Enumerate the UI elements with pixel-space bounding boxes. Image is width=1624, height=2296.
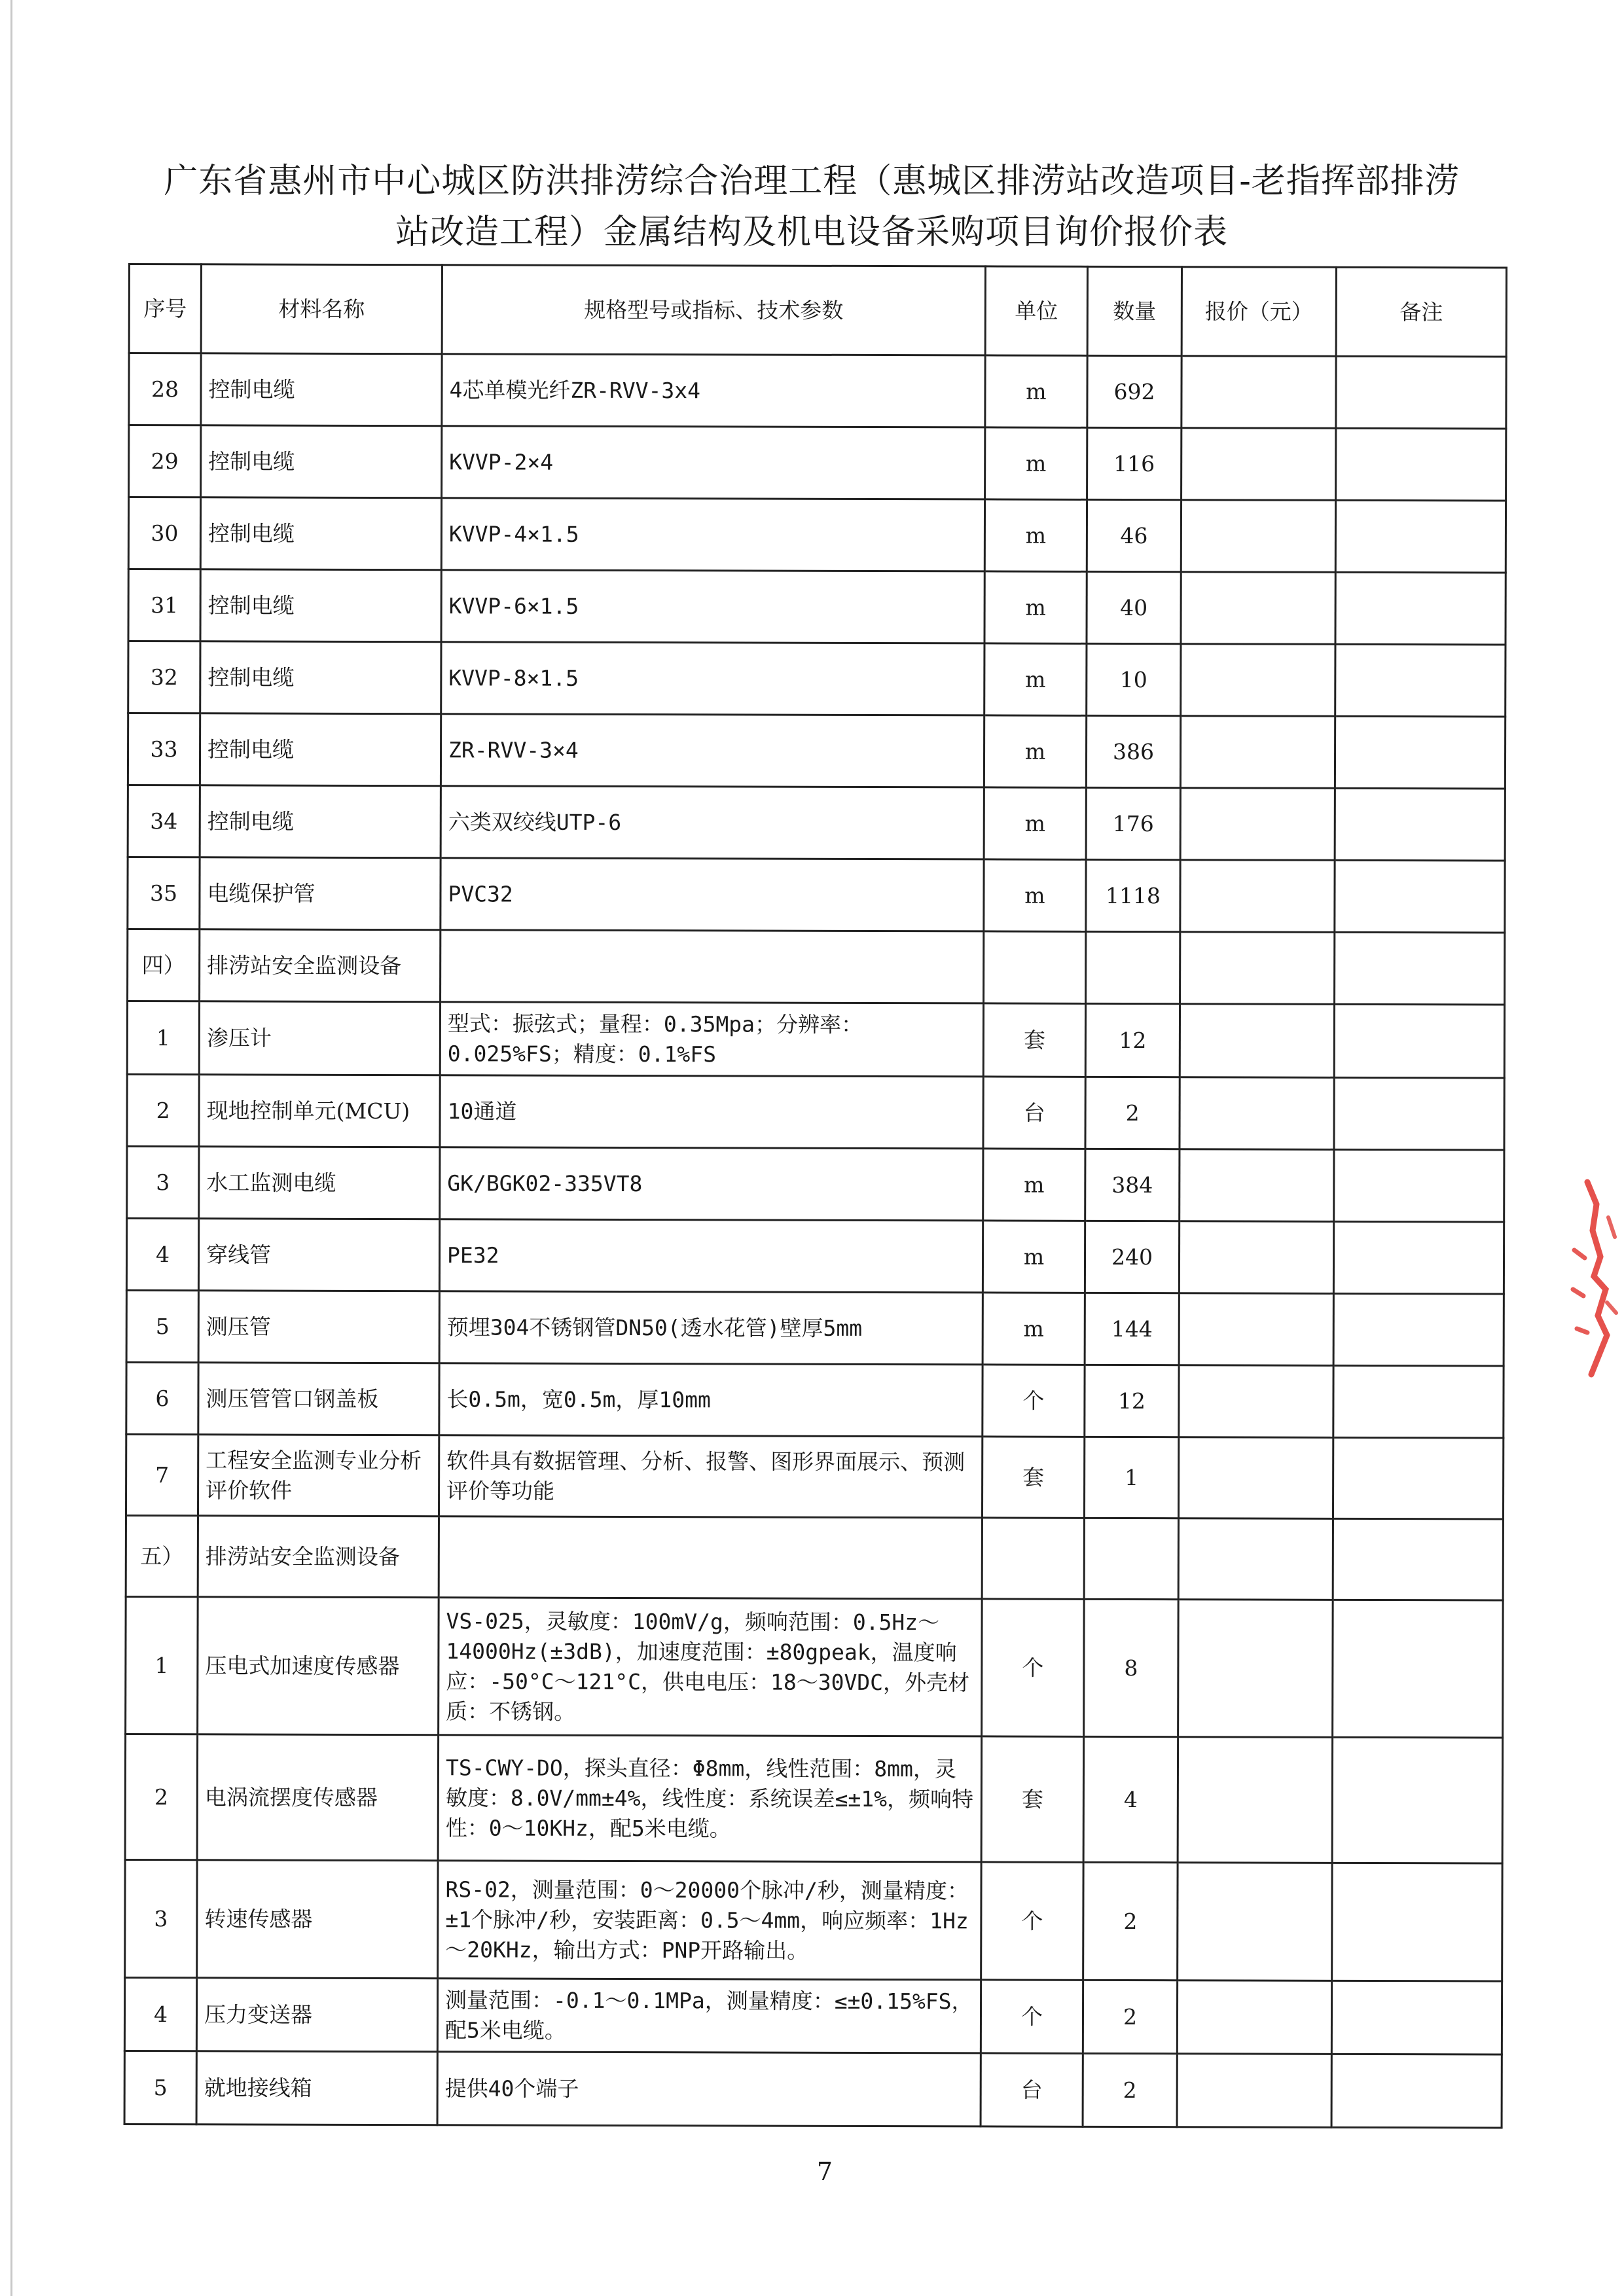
row-no: 7	[126, 1434, 198, 1515]
row-unit: 套	[982, 1437, 1084, 1518]
row-note	[1334, 1077, 1504, 1150]
row-qty	[1084, 1518, 1178, 1599]
row-note	[1331, 1981, 1502, 2054]
row-price	[1178, 1737, 1333, 1863]
row-price	[1180, 860, 1335, 933]
row-qty: 386	[1086, 715, 1180, 787]
row-unit	[984, 931, 1086, 1003]
table-row	[128, 497, 1506, 573]
table-row	[128, 929, 1505, 1005]
row-name: 现地控制单元(MCU)	[199, 1075, 440, 1147]
table-row	[127, 1146, 1504, 1222]
row-qty: 46	[1087, 499, 1181, 571]
row-no: 34	[128, 785, 200, 857]
row-note	[1335, 860, 1505, 933]
row-price	[1178, 1518, 1333, 1600]
row-note	[1333, 1437, 1503, 1519]
row-name: 测压管管口钢盖板	[198, 1363, 439, 1435]
row-price	[1179, 1221, 1333, 1294]
row-price	[1178, 1600, 1333, 1738]
header-spec: 规格型号或指标、技术参数	[442, 265, 985, 355]
row-spec: ZR-RVV-3×4	[441, 714, 984, 787]
row-price	[1182, 356, 1336, 429]
row-qty: 12	[1085, 1365, 1179, 1437]
row-note	[1335, 500, 1506, 573]
row-note	[1335, 716, 1505, 789]
table-row	[126, 1434, 1503, 1519]
row-spec: 测量范围：-0.1～0.1MPa，测量精度：≤±0.15%FS，配5米电缆。	[437, 1979, 981, 2053]
row-qty: 1118	[1086, 859, 1180, 931]
row-price	[1179, 1293, 1333, 1366]
header-qty: 数量	[1087, 266, 1182, 355]
row-no: 4	[124, 1977, 196, 2051]
row-no: 5	[126, 1290, 198, 1362]
row-unit: 套	[981, 1736, 1084, 1862]
row-spec: 4芯单模光纤ZR-RVV-3x4	[442, 354, 985, 427]
row-qty: 2	[1085, 1077, 1180, 1149]
row-qty: 2	[1083, 2053, 1177, 2126]
row-note	[1335, 572, 1506, 645]
row-name: 转速传感器	[197, 1860, 438, 1979]
row-price	[1180, 932, 1335, 1005]
row-unit: 个	[982, 1599, 1085, 1736]
table-row	[128, 569, 1506, 645]
table-row	[124, 1977, 1502, 2054]
row-qty: 10	[1087, 643, 1181, 715]
page-number: 7	[816, 2157, 833, 2186]
table-row	[125, 1734, 1502, 1863]
row-name: 排涝站安全监测设备	[198, 1516, 439, 1598]
header-name: 材料名称	[201, 264, 442, 354]
row-spec: PE32	[439, 1219, 983, 1293]
row-qty: 8	[1084, 1599, 1179, 1736]
row-spec: 长0.5m，宽0.5m，厚10mm	[439, 1363, 983, 1437]
document-title	[98, 156, 1525, 258]
row-spec: VS-025，灵敏度：100mV/g，频响范围：0.5Hz～14000Hz(±3dB)，加速度范围：±80gpeak，温度响应：-50°C～121°C，供电电压：18～30VDC，外壳材质：不锈钢。	[439, 1598, 983, 1736]
row-unit: 个	[981, 1862, 1083, 1980]
row-note	[1335, 644, 1506, 717]
row-name: 控制电缆	[200, 785, 441, 858]
table-row	[126, 1596, 1504, 1738]
row-no: 3	[125, 1859, 197, 1977]
row-name: 电涡流摆度传感器	[197, 1734, 439, 1861]
row-spec: RS-02，测量范围：0～20000个脉冲/秒，测量精度：±1个脉冲/秒，安装距离：0.5～4mm，响应频率：1Hz～20KHz，输出方式：PNP开路输出。	[438, 1861, 981, 1980]
row-qty: 40	[1087, 571, 1181, 643]
row-name: 控制电缆	[200, 641, 441, 714]
row-name: 水工监测电缆	[199, 1147, 440, 1219]
row-qty: 4	[1083, 1736, 1178, 1862]
row-unit: m	[984, 787, 1086, 859]
row-price	[1181, 572, 1335, 645]
row-spec: 软件具有数据管理、分析、报警、图形界面展示、预测评价等功能	[439, 1435, 982, 1518]
row-no: 五）	[126, 1515, 198, 1596]
row-name: 压力变送器	[196, 1978, 437, 2052]
table-row	[129, 425, 1506, 501]
row-name: 控制电缆	[201, 353, 442, 426]
row-name: 渗压计	[199, 1001, 440, 1075]
row-unit: m	[984, 571, 1087, 643]
row-price	[1181, 500, 1335, 573]
row-no: 6	[126, 1362, 198, 1434]
header-no: 序号	[129, 264, 201, 353]
row-price	[1178, 1863, 1332, 1981]
quotation-table	[124, 263, 1507, 2129]
row-price	[1177, 2054, 1331, 2128]
row-no: 31	[128, 569, 200, 641]
row-name: 就地接线箱	[196, 2051, 437, 2125]
row-price	[1177, 1981, 1331, 2054]
table-row	[127, 1074, 1504, 1150]
row-note	[1335, 932, 1505, 1005]
table-row	[128, 785, 1505, 861]
title-line-2: 站改造工程）金属结构及机电设备采购项目询价报价表	[395, 213, 1228, 252]
row-spec: KVVP-4×1.5	[441, 498, 984, 571]
row-price	[1178, 1437, 1333, 1519]
row-unit	[982, 1518, 1084, 1599]
row-note	[1332, 1863, 1502, 1981]
table-row	[126, 1515, 1503, 1600]
row-price	[1180, 1004, 1334, 1078]
header-unit: 单位	[985, 266, 1087, 355]
row-no: 29	[129, 425, 201, 497]
row-no: 4	[126, 1218, 198, 1290]
row-no: 1	[127, 1001, 199, 1075]
row-no: 2	[125, 1734, 198, 1859]
row-price	[1180, 716, 1335, 789]
row-price	[1179, 1365, 1333, 1438]
row-spec	[441, 930, 984, 1003]
row-note	[1334, 1149, 1504, 1222]
row-spec: 10通道	[440, 1075, 983, 1149]
row-unit: m	[985, 355, 1087, 427]
row-no: 3	[127, 1146, 199, 1218]
title-line-1: 广东省惠州市中心城区防洪排涝综合治理工程（惠城区排涝站改造项目-老指挥部排涝	[164, 162, 1460, 201]
row-no: 32	[128, 641, 200, 713]
row-unit: 台	[981, 2053, 1083, 2126]
row-unit: m	[983, 1149, 1085, 1221]
row-price	[1180, 788, 1335, 861]
row-spec: 型式：振弦式；量程：0.35Mpa；分辨率：0.025%FS；精度：0.1%FS	[440, 1002, 983, 1077]
row-name: 控制电缆	[200, 497, 441, 570]
row-spec: 预埋304不锈钢管DN50(透水花管)壁厚5mm	[439, 1291, 983, 1365]
row-spec: KVVP-6×1.5	[441, 570, 984, 643]
row-note	[1336, 356, 1506, 429]
table-row	[124, 2051, 1502, 2128]
table-row	[127, 1001, 1504, 1079]
table-row	[125, 1859, 1502, 1981]
row-spec: PVC32	[441, 858, 984, 931]
row-qty: 1	[1084, 1437, 1178, 1518]
row-note	[1333, 1518, 1503, 1600]
row-unit: 套	[983, 1003, 1085, 1077]
row-price	[1180, 1077, 1334, 1150]
table-row	[128, 713, 1505, 789]
row-name: 测压管	[198, 1291, 439, 1363]
row-spec: 提供40个端子	[437, 2052, 981, 2126]
row-unit: m	[984, 715, 1086, 787]
row-unit: m	[983, 1293, 1085, 1365]
row-note	[1331, 2054, 1502, 2128]
row-no: 1	[126, 1596, 198, 1734]
row-spec: KVVP-8×1.5	[441, 642, 984, 715]
row-name: 控制电缆	[200, 569, 441, 642]
row-no: 35	[128, 857, 200, 929]
row-name: 控制电缆	[201, 425, 442, 498]
row-note	[1333, 1600, 1504, 1738]
header-note: 备注	[1336, 267, 1506, 357]
row-spec	[439, 1516, 982, 1599]
row-note	[1336, 428, 1506, 501]
row-spec: GK/BGK02-335VT8	[440, 1147, 983, 1221]
table-row	[129, 353, 1506, 429]
row-qty: 692	[1087, 355, 1182, 427]
table-row	[128, 857, 1505, 933]
header-price: 报价（元）	[1182, 267, 1336, 357]
row-unit: m	[984, 499, 1087, 571]
scan-edge-line	[10, 0, 12, 2296]
table-row	[126, 1290, 1504, 1366]
row-note	[1334, 1004, 1504, 1078]
row-name: 电缆保护管	[200, 857, 441, 930]
table-body	[124, 353, 1506, 2128]
row-qty: 144	[1085, 1293, 1179, 1365]
table-row	[126, 1362, 1504, 1438]
row-spec: 六类双绞线UTP-6	[441, 786, 984, 859]
row-price	[1182, 428, 1336, 501]
row-note	[1335, 788, 1505, 861]
row-name: 排涝站安全监测设备	[200, 929, 441, 1002]
row-note	[1333, 1365, 1504, 1438]
table-row	[126, 1218, 1504, 1294]
row-qty: 240	[1085, 1221, 1179, 1293]
row-unit: 个	[981, 1980, 1083, 2053]
row-note	[1333, 1221, 1504, 1294]
row-unit: m	[984, 643, 1087, 715]
row-unit: m	[985, 427, 1087, 499]
header-row	[129, 264, 1506, 357]
row-unit: 个	[983, 1365, 1085, 1437]
row-note	[1333, 1293, 1504, 1366]
row-no: 5	[124, 2051, 196, 2124]
row-unit: 台	[983, 1077, 1085, 1149]
row-no: 四）	[128, 929, 200, 1001]
row-name: 穿线管	[198, 1219, 439, 1291]
table-row	[128, 641, 1506, 717]
row-unit: m	[984, 859, 1086, 931]
row-no: 30	[128, 497, 200, 569]
row-qty: 116	[1087, 427, 1182, 499]
row-unit: m	[983, 1221, 1085, 1293]
row-name: 压电式加速度传感器	[198, 1597, 439, 1735]
row-no: 2	[127, 1074, 199, 1146]
row-name: 工程安全监测专业分析评价软件	[198, 1435, 439, 1516]
row-spec: KVVP-2×4	[442, 426, 985, 499]
row-no: 28	[129, 353, 201, 425]
row-note	[1332, 1737, 1503, 1863]
row-name: 控制电缆	[200, 713, 441, 786]
row-price	[1181, 644, 1335, 717]
row-no: 33	[128, 713, 200, 785]
row-spec: TS-CWY-DO，探头直径：Φ8mm，线性范围：8mm，灵敏度：8.0V/mm±4%，线性度：系统误差≤±1%，频响特性：0～10KHz，配5米电缆。	[438, 1735, 981, 1862]
row-qty: 384	[1085, 1149, 1180, 1221]
row-price	[1180, 1149, 1334, 1222]
row-qty: 2	[1083, 1862, 1178, 1980]
row-qty: 12	[1085, 1003, 1180, 1077]
row-qty	[1086, 931, 1180, 1003]
row-qty: 2	[1083, 1980, 1177, 2053]
row-qty: 176	[1086, 787, 1180, 859]
red-seal-stamp-fragment	[1568, 1178, 1620, 1381]
